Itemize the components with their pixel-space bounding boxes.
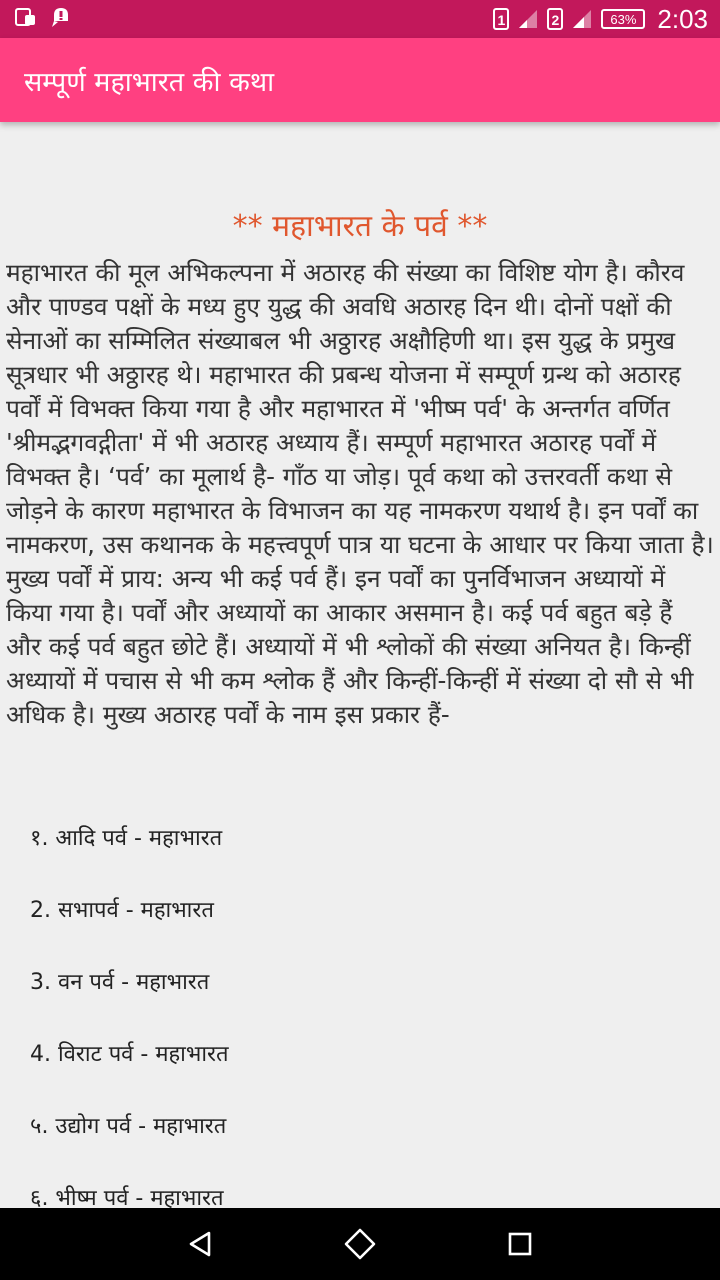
parva-link-4[interactable]: 4. विराट पर्व - महाभारत: [30, 1042, 229, 1067]
sim-manager-icon: [14, 6, 38, 32]
parva-link-6[interactable]: ६. भीष्म पर्व - महाभारत: [30, 1186, 224, 1208]
parva-link-5[interactable]: ५. उद्योग पर्व - महाभारत: [30, 1114, 227, 1139]
back-button[interactable]: [180, 1224, 220, 1264]
parva-link-2[interactable]: 2. सभापर्व - महाभारत: [30, 898, 214, 923]
back-icon: [185, 1229, 215, 1259]
signal-icon-2: [571, 8, 593, 30]
app-title: सम्पूर्ण महाभारत की कथा: [24, 66, 275, 98]
battery-icon: 63%: [601, 9, 645, 29]
notification-alert-icon: [50, 5, 74, 33]
home-icon: [343, 1227, 377, 1261]
app-bar: [0, 38, 720, 122]
status-bar: [0, 0, 720, 38]
article-heading: ** महाभारत के पर्व **: [232, 209, 488, 244]
signal-icon: [517, 8, 539, 30]
article-content[interactable]: [0, 122, 720, 1208]
article-paragraph: महाभारत की मूल अभिकल्पना में अठारह की संख्या का विशिष्ट योग है। कौरव और पाण्डव पक्षों के मध्य हुए युद्ध की अवधि अठारह दिन थी। दोनों पक्षों की सेनाओं का सम्मिलित संख्याबल भी अठ्ठारह अक्षौहिणी था। इस युद्ध के प्रमुख सूत्रधार भी अठ्ठारह थे। महाभारत की प्रबन्ध योजना में सम्पूर्ण ग्रन्थ को अठारह पर्वों में विभक्त किया गया है और महाभारत में 'भीष्म पर्व' के अन्तर्गत वर्णित 'श्रीमद्भगवद्गीता' में भी अठारह अध्याय हैं। सम्पूर्ण महाभारत अठारह पर्वों में विभक्त है। ‘पर्व’ का मूलार्थ है- गाँठ या जोड़। पूर्व कथा को उत्तरवर्ती कथा से जोड़ने के कारण महाभारत के विभाजन का यह नामकरण यथार्थ है। इन पर्वों का नामकरण, उस कथानक के महत्त्वपूर्ण पात्र या घटना के आधार पर किया जाता है। मुख्य पर्वों में प्राय: अन्य भी कई पर्व हैं। इन पर्वों का पुनर्विभाजन अध्यायों में किया गया है। पर्वों और अध्यायों का आकार असमान है। कई पर्व बहुत बड़े हैं और कई पर्व बहुत छोटे हैं। अध्यायों में भी श्लोकों की संख्या अनियत है। किन्हीं अध्यायों में पचास से भी कम श्लोक हैं और किन्हीं-किन्हीं में संख्या दो सौ से भी अधिक है। मुख्य अठारह पर्वों के नाम इस प्रकार हैं-: [6, 258, 714, 729]
sim2-icon: 2: [547, 8, 563, 30]
navigation-bar: [0, 1208, 720, 1280]
home-button[interactable]: [340, 1224, 380, 1264]
parva-link-1[interactable]: १. आदि पर्व - महाभारत: [30, 826, 223, 851]
recents-icon: [507, 1231, 533, 1257]
clock: 2:03: [657, 3, 708, 34]
sim1-icon: 1: [493, 8, 509, 30]
parva-link-3[interactable]: 3. वन पर्व - महाभारत: [30, 970, 210, 995]
recents-button[interactable]: [500, 1224, 540, 1264]
